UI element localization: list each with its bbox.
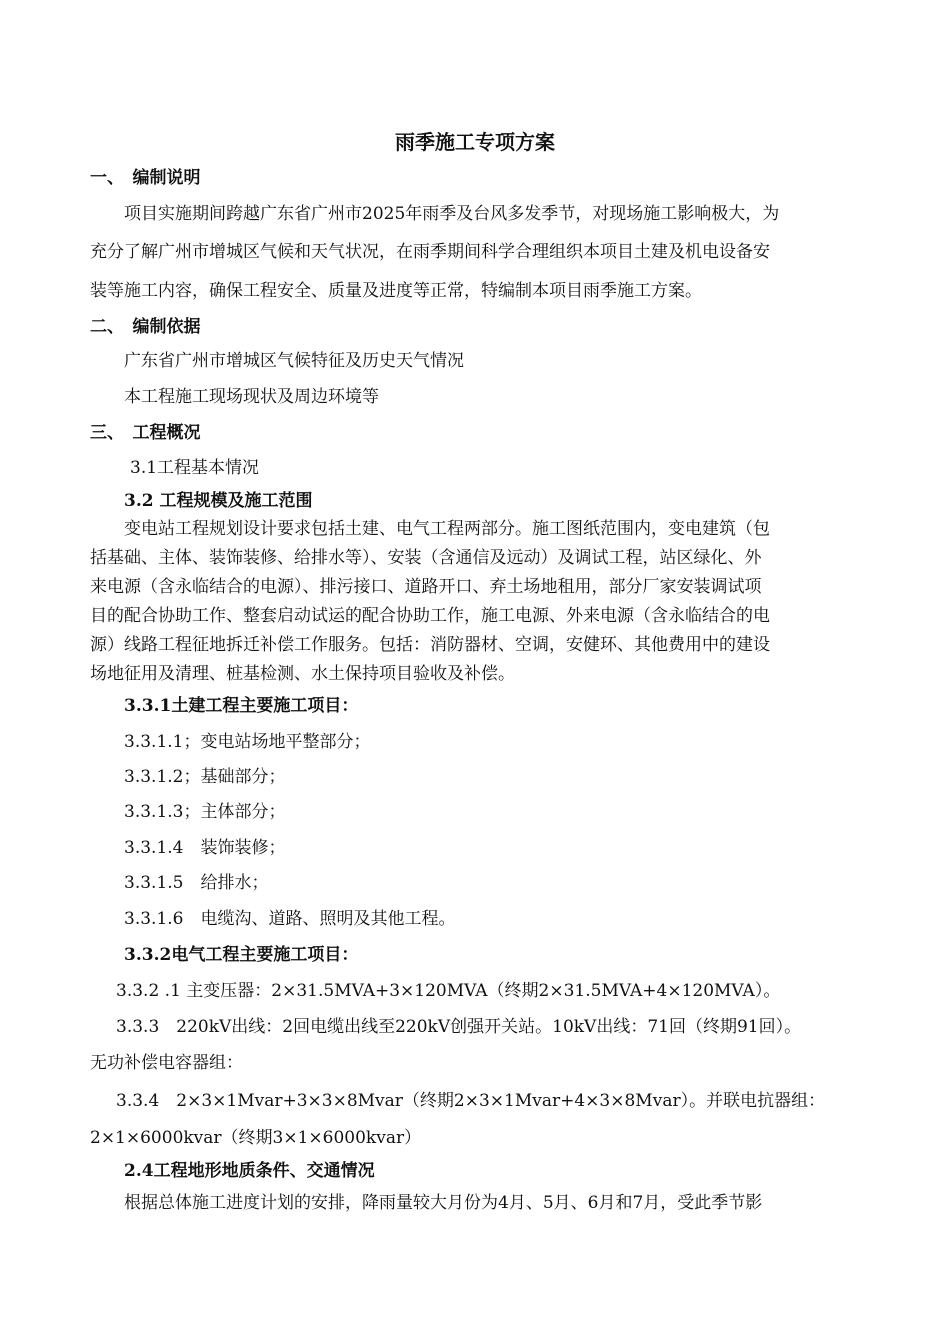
subsection-2-4: 2.4工程地形地质条件、交通情况 <box>124 1161 375 1181</box>
civil-item: 3.3.1.2；基础部分； <box>124 767 286 787</box>
paragraph-line: 项目实施期间跨越广东省广州市2025年雨季及台风多发季节，对现场施工影响极大，为 <box>124 204 780 224</box>
subsection-3-1: 3.1工程基本情况 <box>130 458 260 478</box>
paragraph-line: 充分了解广州市增城区气候和天气状况，在雨季期间科学合理组织本项目土建及机电设备安 <box>90 242 770 262</box>
electrical-line: 3.3.3 220kV出线：2回电缆出线至220kV创强开关站。10kV出线：71回（终期91回）。 <box>116 1017 802 1037</box>
scope-line: 场地征用及清理、桩基检测、水土保持项目验收及补偿。 <box>90 664 515 684</box>
civil-item: 3.3.1.5 给排水； <box>124 873 269 893</box>
civil-item: 3.3.1.1；变电站场地平整部分； <box>124 732 371 752</box>
scope-line: 目的配合协助工作、整套启动试运的配合协助工作，施工电源、外来电源（含永临结合的电 <box>90 606 770 626</box>
subsection-3-3-2: 3.3.2电气工程主要施工项目： <box>124 945 359 965</box>
electrical-line: 无功补偿电容器组： <box>90 1053 243 1073</box>
civil-item: 3.3.1.6 电缆沟、道路、照明及其他工程。 <box>124 909 456 929</box>
scope-line: 源）线路工程征地拆迁补偿工作服务。包括：消防器材、空调，安健环、其他费用中的建设 <box>90 635 770 655</box>
section-heading-2: 二、 编制依据 <box>90 317 201 337</box>
section-heading-1: 一、 编制说明 <box>90 168 201 188</box>
basis-item: 本工程施工现场现状及周边环境等 <box>124 387 379 407</box>
section-heading-3: 三、 工程概况 <box>90 423 201 443</box>
subsection-3-3-1: 3.3.1土建工程主要施工项目： <box>124 696 359 716</box>
scope-line: 变电站工程规划设计要求包括土建、电气工程两部分。施工图纸范围内，变电建筑（包 <box>124 519 770 539</box>
civil-item: 3.3.1.4 装饰装修； <box>124 838 286 858</box>
basis-item: 广东省广州市增城区气候特征及历史天气情况 <box>124 351 464 371</box>
electrical-line: 3.3.2 .1 主变压器：2×31.5MVA+3×120MVA（终期2×31.5MVA+4×120MVA）。 <box>116 981 781 1001</box>
scope-line: 来电源（含永临结合的电源）、排污接口、道路开口、弃土场地租用，部分厂家安装调试项 <box>90 577 762 597</box>
civil-item: 3.3.1.3；主体部分； <box>124 802 286 822</box>
paragraph-line: 根据总体施工进度计划的安排，降雨量较大月份为4月、5月、6月和7月，受此季节影 <box>124 1193 763 1213</box>
paragraph-line: 装等施工内容，确保工程安全、质量及进度等正常，特编制本项目雨季施工方案。 <box>90 281 702 301</box>
electrical-line: 2×1×6000kvar（终期3×1×6000kvar） <box>90 1128 422 1148</box>
electrical-line: 3.3.4 2×3×1Mvar+3×3×8Mvar（终期2×3×1Mvar+4×3×8Mvar）。并联电抗器组： <box>116 1091 826 1111</box>
page-title: 雨季施工专项方案 <box>395 130 555 154</box>
subsection-3-2: 3.2 工程规模及施工范围 <box>124 491 313 511</box>
scope-line: 括基础、主体、装饰装修、给排水等）、安装（含通信及远动）及调试工程，站区绿化、外 <box>90 548 762 568</box>
